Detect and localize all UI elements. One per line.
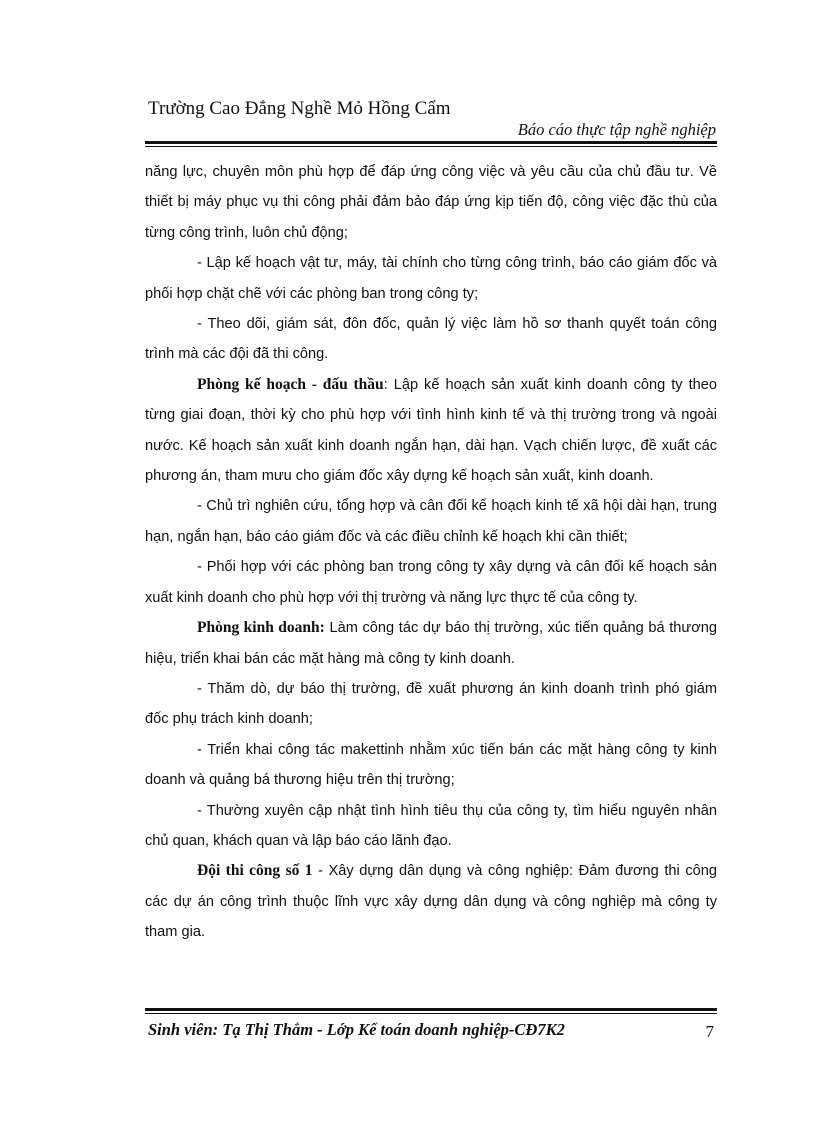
paragraph: - Triển khai công tác makettinh nhằm xúc tiến bán các mặt hàng công ty kinh doanh và quảng bá thương hiệu trên thị trường; [145, 741, 717, 789]
paragraph: - Theo dõi, giám sát, đôn đốc, quản lý việc làm hồ sơ thanh quyết toán công trình mà các đội đã thi công. [145, 316, 717, 363]
paragraph: - Phối hợp với các phòng ban trong công ty xây dựng và cân đối kế hoạch sản xuất kinh doanh cho phù hợp với thị trường và năng lực thực tế của công ty. [145, 559, 717, 606]
paragraph [145, 613, 717, 674]
header-rule [145, 141, 717, 147]
footer-rule [145, 1008, 717, 1014]
page-number: 7 [705, 1022, 714, 1041]
section-heading: Phòng kế hoạch - đấu thầu [197, 375, 384, 393]
page-body [145, 157, 717, 948]
paragraph-text: : Lập kế hoạch sản xuất kinh doanh công ty theo từng giai đoạn, thời kỳ cho phù hợp với tình hình kinh tế và thị trường trong và ngoài nước. Kế hoạch sản xuất kinh doanh ngắn hạn, dài hạn. Vạch chiến lược, đề xuất các phương án, tham mưu cho giám đốc xây dựng kế hoạch sản xuất, kinh doanh. [145, 376, 717, 485]
paragraph [145, 370, 717, 492]
paragraph: - Thường xuyên cập nhật tình hình tiêu thụ của công ty, tìm hiểu nguyên nhân chủ quan, khách quan và lập báo cáo lãnh đạo. [145, 802, 717, 849]
paragraph: - Lập kế hoạch vật tư, máy, tài chính cho từng công trình, báo cáo giám đốc và phối hợp chặt chẽ với các phòng ban trong công ty; [145, 255, 717, 302]
paragraph [145, 856, 717, 947]
paragraph-text: - Xây dựng dân dụng và công nghiệp: Đảm đương thi công các dự án công trình thuộc lĩnh vực xây dựng dân dụng và công nghiệp mà công ty tham gia. [145, 863, 718, 941]
paragraph: năng lực, chuyên môn phù hợp để đáp ứng công việc và yêu cầu của chủ đầu tư. Về thiết bị máy phục vụ thi công phải đảm bảo đáp ứng kịp tiến độ, công việc đặc thù của từng công trình, luôn chủ động; [145, 164, 717, 241]
header-report-title: Báo cáo thực tập nghề nghiệp [517, 120, 716, 139]
paragraph: - Chủ trì nghiên cứu, tổng hợp và cân đối kế hoạch kinh tế xã hội dài hạn, trung hạn, ngắn hạn, báo cáo giám đốc và các điều chỉnh kế hoạch khi cần thiết; [145, 498, 717, 545]
footer-student: Sinh viên: Tạ Thị Thắm - Lớp Kế toán doanh nghiệp-CĐ7K2 [148, 1020, 565, 1039]
paragraph-text: Làm công tác dự báo thị trường, xúc tiến quảng bá thương hiệu, triển khai bán các mặt hàng mà công ty kinh doanh. [145, 620, 717, 667]
paragraph: - Thăm dò, dự báo thị trường, đề xuất phương án kinh doanh trình phó giám đốc phụ trách kinh doanh; [145, 680, 717, 728]
footer [148, 1020, 714, 1040]
section-heading: Phòng kinh doanh: [197, 619, 325, 637]
header-school: Trường Cao Đẳng Nghề Mỏ Hồng Cẩm [148, 98, 451, 119]
section-heading: Đội thi công số 1 [197, 862, 313, 880]
